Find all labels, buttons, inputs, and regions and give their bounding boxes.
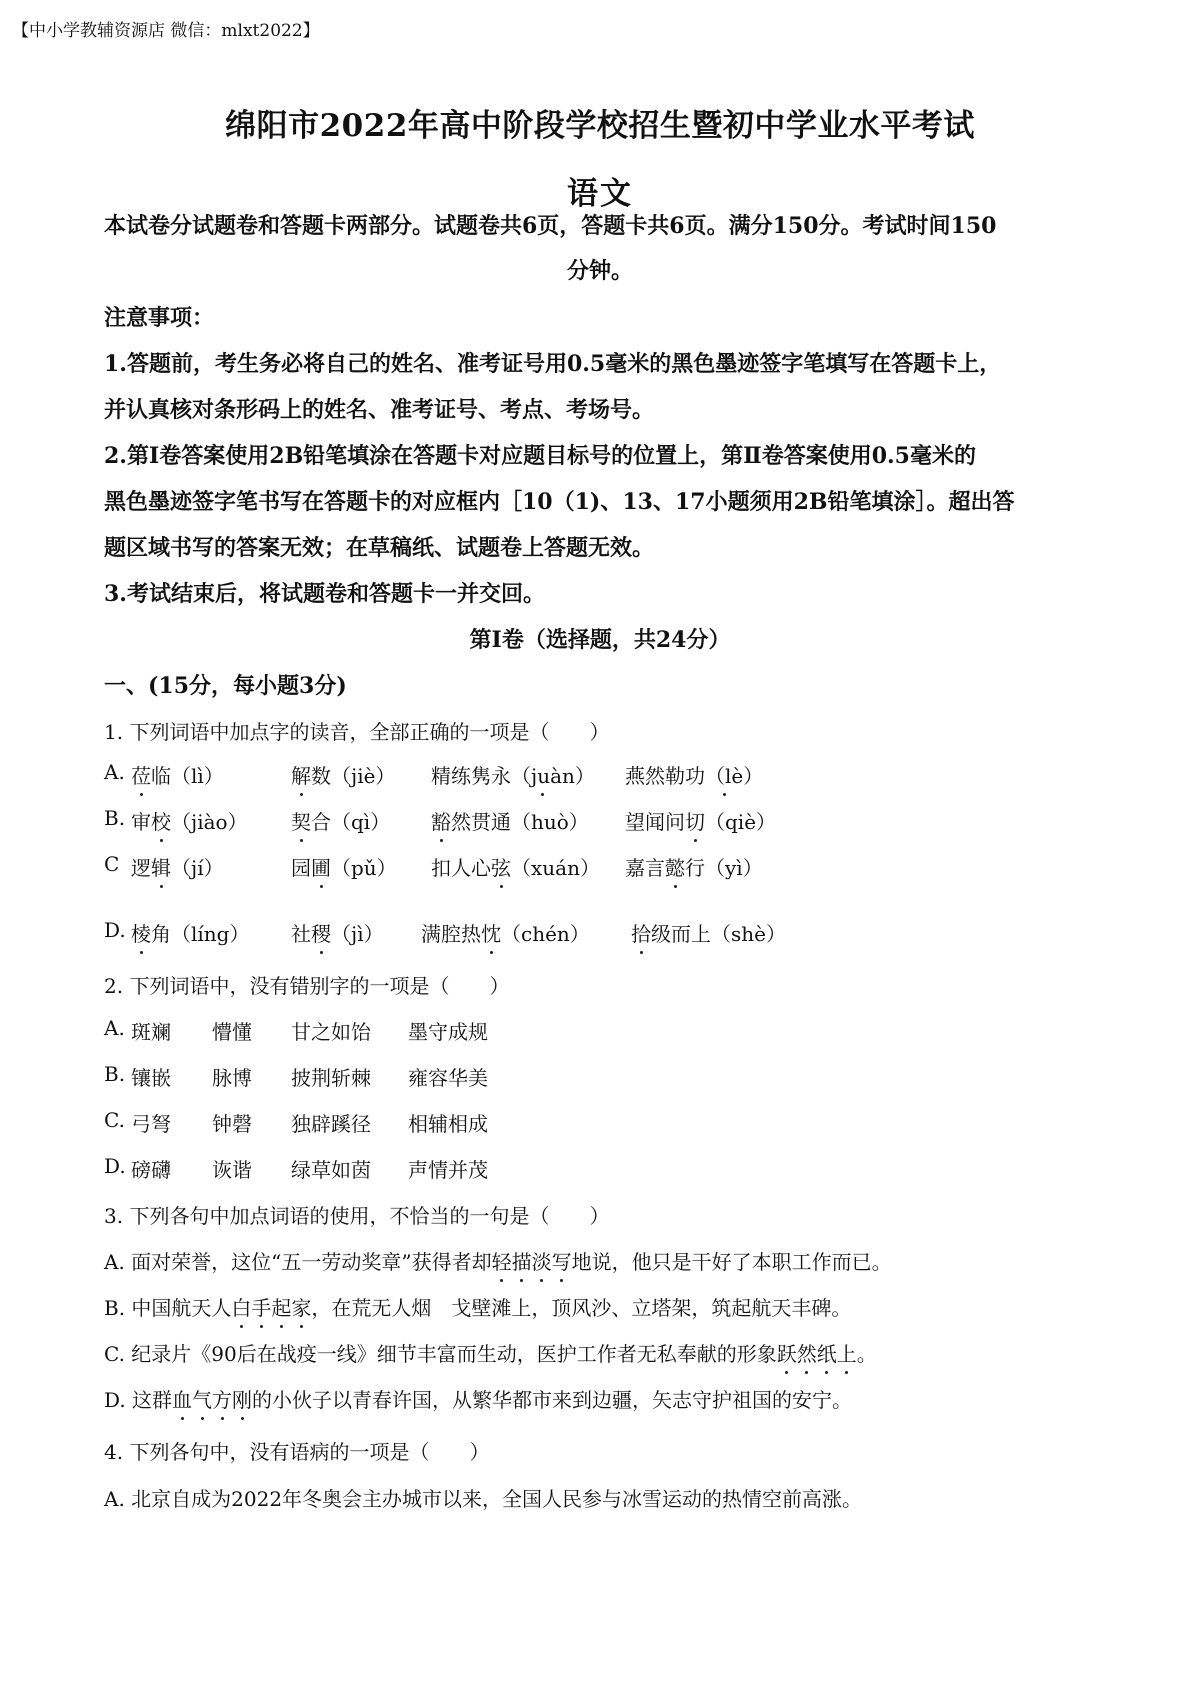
word-4: 声情并茂 <box>408 1158 488 1182</box>
word-1: 审校（jiào） <box>131 806 248 835</box>
question-3-stem: 3. 下列各句中加点词语的使用，不恰当的一句是（ ） <box>104 1204 610 1228</box>
note-3: 3.考试结束后，将试题卷和答题卡一并交回。 <box>104 581 545 607</box>
word-3: 精练隽永（juàn） <box>431 760 595 789</box>
word-2: 社稷（jì） <box>291 918 384 947</box>
watermark-text: 【中小学教辅资源店 微信：mlxt2022】 <box>12 21 320 41</box>
option-label: B. <box>104 1062 126 1086</box>
note-1-line-2: 并认真核对条形码上的姓名、准考证号、考点、考场号。 <box>104 397 655 423</box>
exam-title: 绵阳市2022年高中阶段学校招生暨初中学业水平考试 <box>225 108 975 144</box>
word-2: 契合（qì） <box>291 806 390 835</box>
q4-option-a: A. 北京自成为2022年冬奥会主办城市以来，全国人民参与冰雪运动的热情空前高涨。 <box>104 1487 863 1511</box>
word-3: 披荆斩棘 <box>291 1066 371 1090</box>
option-label: B. <box>104 806 126 830</box>
word-1: 莅临（lì） <box>131 760 224 789</box>
question-4-stem: 4. 下列各句中，没有语病的一项是（ ） <box>104 1440 490 1464</box>
word-2: 脉博 <box>212 1066 252 1090</box>
question-2-stem: 2. 下列词语中，没有错别字的一项是（ ） <box>104 974 510 998</box>
word-1: 逻辑（jí） <box>131 852 224 881</box>
option-label: D. <box>104 1154 126 1178</box>
word-3: 扣人心弦（xuán） <box>431 852 600 881</box>
dotted-phrase: 轻描淡写 <box>492 1250 572 1274</box>
option-label: C. <box>104 1108 125 1132</box>
volume-1-heading: 第Ⅰ卷（选择题，共24分） <box>469 627 731 653</box>
word-3: 满腔热忱（chén） <box>421 918 590 947</box>
word-3: 甘之如饴 <box>291 1020 371 1044</box>
word-4: 拾级而上（shè） <box>631 918 786 947</box>
note-1-line-1: 1.答题前，考生务必将自己的姓名、准考证号用0.5毫米的黑色墨迹签字笔填写在答题卡上， <box>104 351 1002 377</box>
word-2: 诙谐 <box>212 1158 252 1182</box>
intro-line-2: 分钟。 <box>566 258 633 284</box>
option-label: A. <box>104 760 125 784</box>
dotted-phrase: 白手起家 <box>231 1296 311 1320</box>
dotted-phrase: 血气方刚 <box>172 1388 252 1412</box>
word-2: 园圃（pǔ） <box>291 852 397 881</box>
notes-heading: 注意事项： <box>104 305 215 331</box>
word-1: 棱角（líng） <box>131 918 249 947</box>
question-1-stem: 1. 下列词语中加点字的读音，全部正确的一项是（ ） <box>104 720 610 744</box>
word-1: 斑斓 <box>131 1020 171 1044</box>
subject-title: 语文 <box>567 176 633 212</box>
word-4: 望闻问切（qiè） <box>625 806 776 835</box>
dotted-phrase: 跃然纸上 <box>777 1342 857 1366</box>
word-4: 燕然勒功（lè） <box>625 760 763 789</box>
word-3: 独辟蹊径 <box>291 1112 371 1136</box>
word-1: 镶嵌 <box>131 1066 171 1090</box>
word-2: 钟磬 <box>212 1112 252 1136</box>
option-label: C <box>104 852 120 876</box>
word-4: 雍容华美 <box>408 1066 488 1090</box>
word-4: 嘉言懿行（yì） <box>625 852 763 881</box>
word-1: 磅礴 <box>131 1158 171 1182</box>
note-2-line-3: 题区域书写的答案无效；在草稿纸、试题卷上答题无效。 <box>104 535 655 561</box>
q3-option-d: D. 这群血气方刚的小伙子以青春许国，从繁华都市来到边疆，矢志守护祖国的安宁。 <box>104 1384 852 1413</box>
word-3: 绿草如茵 <box>291 1158 371 1182</box>
q3-option-a: A. 面对荣誉，这位“五一劳动奖章”获得者却轻描淡写地说，他只是干好了本职工作而已。 <box>104 1246 892 1275</box>
word-2: 解数（jiè） <box>291 760 395 789</box>
word-4: 墨守成规 <box>408 1020 488 1044</box>
note-2-line-2: 黑色墨迹签字笔书写在答题卡的对应框内［10（1)、13、17小题须用2B铅笔填涂］。超出答 <box>104 489 1015 515</box>
q3-option-c: C. 纪录片《90后在战疫一线》细节丰富而生动，医护工作者无私奉献的形象跃然纸上。 <box>104 1338 877 1367</box>
word-3: 豁然贯通（huò） <box>431 806 589 835</box>
q3-option-b: B. 中国航天人白手起家，在荒无人烟 戈壁滩上，顶风沙、立塔架，筑起航天丰碑。 <box>104 1292 851 1321</box>
option-label: D. <box>104 918 126 942</box>
option-label: A. <box>104 1016 125 1040</box>
note-2-line-1: 2.第Ⅰ卷答案使用2B铅笔填涂在答题卡对应题目标号的位置上，第Ⅱ卷答案使用0.5毫米的 <box>104 443 976 469</box>
word-4: 相辅相成 <box>408 1112 488 1136</box>
intro-line-1: 本试卷分试题卷和答题卡两部分。试题卷共6页，答题卡共6页。满分150分。考试时间150 <box>104 213 997 239</box>
section-1-heading: 一、(15分，每小题3分) <box>104 673 347 699</box>
word-1: 弓弩 <box>131 1112 171 1136</box>
word-2: 懵懂 <box>212 1020 252 1044</box>
